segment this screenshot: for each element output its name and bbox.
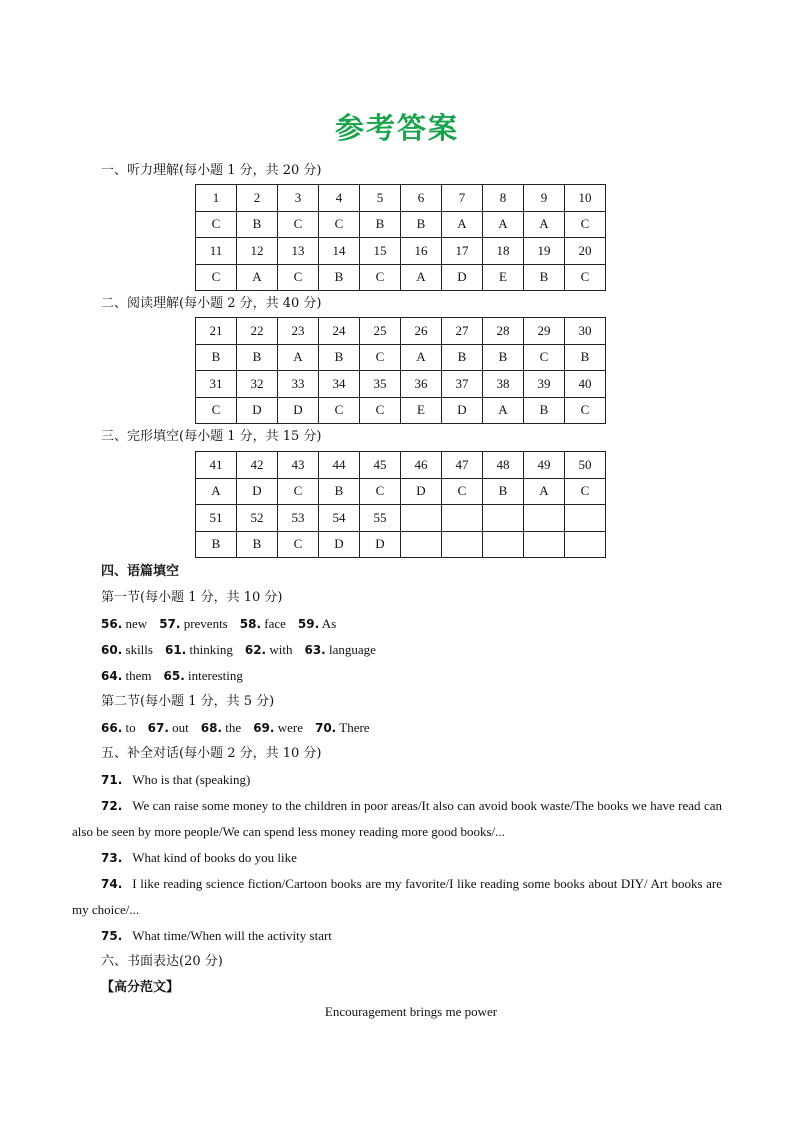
question-number-cell: 54: [319, 505, 360, 532]
question-number-cell: 6: [401, 185, 442, 212]
answer-cell: B: [319, 264, 360, 291]
answer-cell: C: [360, 397, 401, 424]
answer-cell: A: [524, 478, 565, 505]
answer-cell: B: [483, 344, 524, 371]
answer-cell: C: [278, 531, 319, 558]
answer-cell: B: [565, 344, 606, 371]
answer-cell: C: [319, 211, 360, 238]
question-number: 67.: [147, 721, 169, 735]
answer-cell: C: [278, 211, 319, 238]
answer-cell: E: [401, 397, 442, 424]
question-number: 58.: [239, 617, 262, 631]
question-number-cell: 9: [524, 185, 565, 212]
section-heading-cloze: 三、完形填空(每小题 1 分，共 15 分): [101, 429, 322, 444]
answer-row: [196, 211, 606, 238]
question-number-cell: 35: [360, 371, 401, 398]
question-number-cell: 41: [196, 452, 237, 479]
answer-cell: E: [483, 264, 524, 291]
answer-word: the: [225, 720, 242, 735]
answer-cell: B: [237, 211, 278, 238]
question-number-cell: 27: [442, 318, 483, 345]
answer-cell: D: [401, 478, 442, 505]
answer-word: face: [264, 616, 286, 631]
question-number-cell: 48: [483, 452, 524, 479]
answer-row: [196, 185, 606, 212]
answer-word: As: [321, 616, 337, 631]
answer-cell: B: [319, 478, 360, 505]
question-number-cell: 14: [319, 238, 360, 265]
answer-cell: C: [360, 344, 401, 371]
answer-cell: D: [278, 397, 319, 424]
question-number-cell: 49: [524, 452, 565, 479]
question-number-cell: [524, 505, 565, 532]
question-number-cell: 47: [442, 452, 483, 479]
fill-answer-line: [101, 641, 376, 659]
answer-cell: B: [196, 344, 237, 371]
answer-cell: B: [524, 397, 565, 424]
answer-table-cloze: [195, 451, 606, 558]
question-number: 65.: [163, 669, 185, 683]
answer-cell: C: [565, 211, 606, 238]
answer-cell: B: [442, 344, 483, 371]
question-number: 69.: [253, 721, 275, 735]
question-number-cell: 24: [319, 318, 360, 345]
answer-cell: C: [196, 211, 237, 238]
dialogue-answer-72: 72. We can raise some money to the children in poor areas/It also can avoid book waste/The books we have read can also be seen by more people/We can spend less money reading more good books/...: [72, 798, 722, 839]
answer-cell: B: [483, 478, 524, 505]
section-heading-listening: 一、听力理解(每小题 1 分，共 20 分): [101, 163, 322, 178]
answer-word: were: [277, 720, 303, 735]
answer-cell: C: [442, 478, 483, 505]
answer-cell: C: [360, 264, 401, 291]
question-number-cell: 5: [360, 185, 401, 212]
question-number-cell: 52: [237, 505, 278, 532]
answer-word: language: [329, 642, 376, 657]
section-heading-passage-fill: 四、语篇填空: [101, 564, 180, 579]
answer-cell: A: [483, 211, 524, 238]
question-number-cell: 19: [524, 238, 565, 265]
fill-answer-line: [101, 615, 336, 633]
answer-cell: D: [319, 531, 360, 558]
answer-cell: C: [196, 397, 237, 424]
answer-row: [196, 452, 606, 479]
question-number-cell: 39: [524, 371, 565, 398]
dialogue-answer-74: 74. I like reading science fiction/Cartoon books are my favorite/I like reading some books about DIY/ Art books are my choice/...: [72, 876, 722, 917]
question-number-cell: 23: [278, 318, 319, 345]
answer-row: [196, 264, 606, 291]
answer-cell: A: [278, 344, 319, 371]
question-number-cell: 22: [237, 318, 278, 345]
question-number: 57.: [159, 617, 181, 631]
answer-cell: D: [442, 264, 483, 291]
question-number-cell: 37: [442, 371, 483, 398]
answer-cell: B: [401, 211, 442, 238]
answer-cell: C: [278, 264, 319, 291]
question-number-cell: 42: [237, 452, 278, 479]
answer-word: out: [172, 720, 189, 735]
question-number: 60.: [101, 643, 123, 657]
answer-cell: D: [442, 397, 483, 424]
question-number-cell: 2: [237, 185, 278, 212]
question-number-cell: 11: [196, 238, 237, 265]
answer-cell: A: [401, 264, 442, 291]
answer-cell: A: [401, 344, 442, 371]
question-number-cell: 26: [401, 318, 442, 345]
question-number-cell: [401, 505, 442, 532]
answer-table-reading: [195, 317, 606, 424]
question-number-cell: 40: [565, 371, 606, 398]
answer-cell: C: [565, 397, 606, 424]
question-number-cell: 30: [565, 318, 606, 345]
answer-row: [196, 478, 606, 505]
question-number: 61.: [164, 643, 187, 657]
dialogue-answer-73: 73. What kind of books do you like: [101, 850, 297, 865]
question-number: 70.: [314, 721, 337, 735]
question-number-cell: 8: [483, 185, 524, 212]
page-title: 参考答案: [334, 111, 459, 145]
question-number-cell: 12: [237, 238, 278, 265]
answer-word: There: [339, 720, 370, 735]
question-number-cell: 34: [319, 371, 360, 398]
answer-cell: A: [524, 211, 565, 238]
answer-word: with: [269, 642, 293, 657]
question-number: 63.: [304, 643, 326, 657]
section-heading-writing: 六、书面表达(20 分): [101, 954, 223, 969]
essay-title: Encouragement brings me power: [324, 1004, 498, 1019]
question-number-cell: 18: [483, 238, 524, 265]
answer-cell: B: [319, 344, 360, 371]
answer-word: thinking: [189, 642, 233, 657]
dialogue-answer-71: 71. Who is that (speaking): [101, 772, 251, 787]
question-number: 66.: [101, 721, 123, 735]
question-number-cell: 7: [442, 185, 483, 212]
answer-cell: D: [237, 478, 278, 505]
answer-row: [196, 238, 606, 265]
question-number-cell: 28: [483, 318, 524, 345]
question-number-cell: 16: [401, 238, 442, 265]
answer-cell: A: [483, 397, 524, 424]
question-number-cell: 51: [196, 505, 237, 532]
answer-cell: C: [278, 478, 319, 505]
answer-cell: D: [360, 531, 401, 558]
question-number-cell: 43: [278, 452, 319, 479]
answer-cell: C: [565, 264, 606, 291]
answer-row: [196, 505, 606, 532]
answer-cell: [401, 531, 442, 558]
question-number: 64.: [101, 669, 123, 683]
section-heading-dialogue: 五、补全对话(每小题 2 分，共 10 分): [101, 746, 322, 761]
part2-heading: 第二节(每小题 1 分，共 5 分): [101, 694, 275, 709]
answer-row: [196, 344, 606, 371]
answer-cell: B: [237, 344, 278, 371]
question-number-cell: 25: [360, 318, 401, 345]
question-number-cell: [442, 505, 483, 532]
question-number: 56.: [101, 617, 123, 631]
fill-answer-line: [101, 719, 370, 737]
answer-row: [196, 371, 606, 398]
question-number: 62.: [244, 643, 267, 657]
question-number-cell: 46: [401, 452, 442, 479]
question-number-cell: 38: [483, 371, 524, 398]
answer-cell: B: [237, 531, 278, 558]
answer-row: [196, 318, 606, 345]
answer-cell: [524, 531, 565, 558]
question-number-cell: 20: [565, 238, 606, 265]
answer-cell: A: [196, 478, 237, 505]
answer-cell: B: [524, 264, 565, 291]
question-number-cell: 36: [401, 371, 442, 398]
answer-cell: B: [360, 211, 401, 238]
answer-cell: C: [319, 397, 360, 424]
question-number-cell: 44: [319, 452, 360, 479]
answer-word: skills: [125, 642, 153, 657]
question-number-cell: 15: [360, 238, 401, 265]
answer-row: [196, 397, 606, 424]
question-number-cell: [483, 505, 524, 532]
answer-row: [196, 531, 606, 558]
answer-cell: [483, 531, 524, 558]
question-number-cell: 55: [360, 505, 401, 532]
answer-word: new: [125, 616, 148, 631]
fill-answer-line: [101, 667, 243, 685]
dialogue-answer-75: 75. What time/When will the activity start: [101, 928, 332, 943]
answer-cell: C: [360, 478, 401, 505]
question-number: 59.: [297, 617, 320, 631]
answer-cell: C: [565, 478, 606, 505]
answer-cell: C: [196, 264, 237, 291]
answer-cell: A: [237, 264, 278, 291]
question-number-cell: 4: [319, 185, 360, 212]
answer-cell: B: [196, 531, 237, 558]
question-number: 68.: [200, 721, 223, 735]
answer-word: to: [125, 720, 136, 735]
answer-cell: C: [524, 344, 565, 371]
part1-heading: 第一节(每小题 1 分，共 10 分): [101, 590, 283, 605]
question-number-cell: 13: [278, 238, 319, 265]
question-number-cell: 53: [278, 505, 319, 532]
answer-word: them: [125, 668, 152, 683]
question-number-cell: 10: [565, 185, 606, 212]
question-number-cell: 29: [524, 318, 565, 345]
question-number-cell: 50: [565, 452, 606, 479]
question-number-cell: 33: [278, 371, 319, 398]
question-number-cell: 32: [237, 371, 278, 398]
question-number-cell: 45: [360, 452, 401, 479]
answer-table-listening: [195, 184, 606, 291]
answer-cell: A: [442, 211, 483, 238]
answer-cell: D: [237, 397, 278, 424]
question-number-cell: 21: [196, 318, 237, 345]
answer-word: prevents: [183, 616, 228, 631]
sample-essay-label: 【高分范文】: [101, 980, 180, 995]
section-heading-reading: 二、阅读理解(每小题 2 分，共 40 分): [101, 296, 322, 311]
question-number-cell: 3: [278, 185, 319, 212]
question-number-cell: 17: [442, 238, 483, 265]
question-number-cell: [565, 505, 606, 532]
answer-cell: [565, 531, 606, 558]
answer-cell: [442, 531, 483, 558]
answer-word: interesting: [188, 668, 243, 683]
question-number-cell: 1: [196, 185, 237, 212]
question-number-cell: 31: [196, 371, 237, 398]
